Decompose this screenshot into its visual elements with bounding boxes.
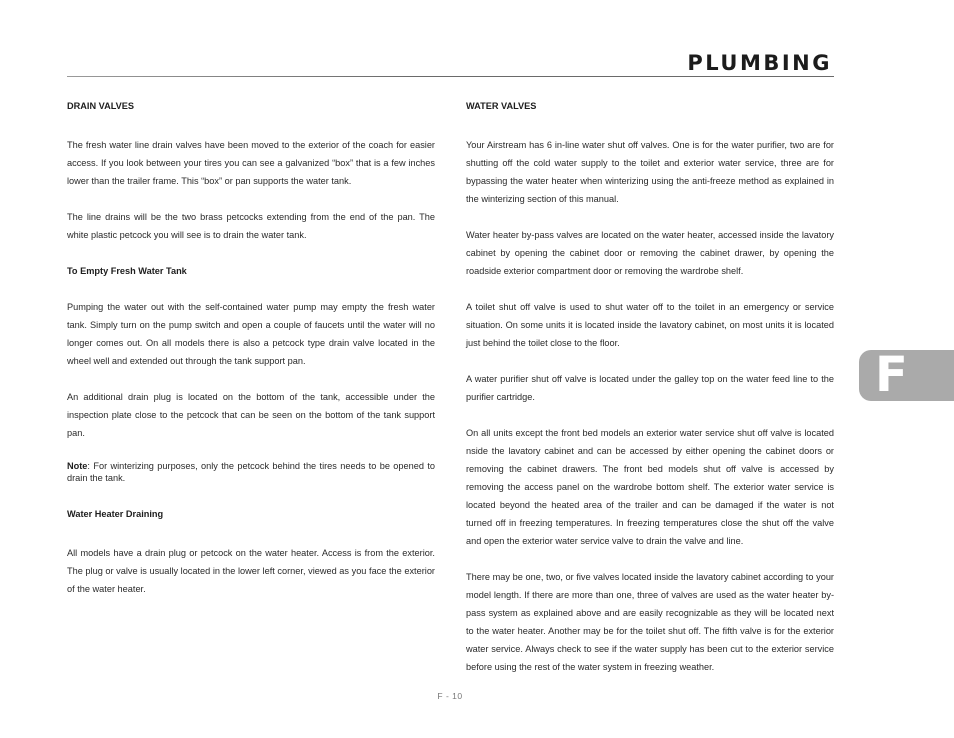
empty-tank-paragraph-1: Pumping the water out with the self-contained water pump may empty the fresh water tank. Simply turn on the pump switch and open a couple of faucets until the water will no longer comes out. On all models there is also a petcock type drain valve located in the wheel well and extended out through the tank support pan.: [67, 302, 435, 366]
left-column: [67, 100, 435, 598]
water-valves-paragraph-1: Your Airstream has 6 in-line water shut off valves. One is for the water purifier, two are for shutting off the cold water supply to the toilet and exterior water service, three are for bypassing the water heater when winterizing using the anti-freeze method as explained in the winterizing section of this manual.: [466, 140, 834, 204]
winterizing-note: [67, 460, 435, 484]
empty-tank-paragraph-2: An additional drain plug is located on the bottom of the tank, accessible under the inspection plate close to the petcock that can be seen on the bottom of the tank support pan.: [67, 392, 435, 438]
water-valves-paragraph-5: On all units except the front bed models an exterior water service shut off valve is located nside the lavatory cabinet and can be accessed by either opening the cabinet doors or removing the cabinet drawers. The front bed models shut off valve is accessed by removing the access panel on the wardrobe bottom shelf. The exterior water service is located beyond the heated area of the trailer and can be damaged if the water is not turned off in freezing temperatures. In freezing temperatures close the shut off the valve and open the exterior water service valve to drain the valve and line.: [466, 428, 834, 546]
water-valves-paragraph-4: A water purifier shut off valve is located under the galley top on the water feed line to the purifier cartridge.: [466, 374, 834, 402]
note-label: Note: [67, 461, 88, 471]
title-divider: [67, 76, 834, 77]
drain-valves-heading: DRAIN VALVES: [67, 101, 135, 111]
section-title: PLUMBING: [687, 51, 832, 75]
water-valves-paragraph-3: A toilet shut off valve is used to shut water off to the toilet in an emergency or service situation. On some units it is located inside the lavatory cabinet, on most units it is located just behind the toilet close to the floor.: [466, 302, 834, 348]
water-valves-heading: WATER VALVES: [466, 101, 537, 111]
page-number: F - 10: [437, 691, 463, 701]
water-heater-draining-paragraph: All models have a drain plug or petcock on the water heater. Access is from the exterior. The plug or valve is usually located in the lower left corner, viewed as you face the exterior of the water heater.: [67, 548, 435, 594]
drain-valves-paragraph-1: The fresh water line drain valves have been moved to the exterior of the coach for easier access. If you look between your tires you can see a galvanized “box” that is a few inches lower than the trailer frame. This “box” or pan supports the water tank.: [67, 140, 435, 186]
empty-tank-heading: To Empty Fresh Water Tank: [67, 266, 187, 276]
water-heater-draining-heading: Water Heater Draining: [67, 509, 164, 519]
water-valves-paragraph-2: Water heater by-pass valves are located on the water heater, accessed inside the lavatory cabinet by opening the cabinet door or removing the cabinet drawer, by opening the roadside exterior compartment door or removing the wardrobe shelf.: [466, 230, 834, 276]
section-tab-letter: F: [875, 347, 908, 403]
right-column: [466, 100, 834, 676]
note-text: : For winterizing purposes, only the petcock behind the tires needs to be opened to drain the tank.: [67, 461, 435, 483]
water-valves-paragraph-6: There may be one, two, or five valves located inside the lavatory cabinet according to your model length. If there are more than one, three of valves are used as the water heater by-pass system as explained above and are easily recognizable as they will be located next to the water heater. Another may be for the toilet shut off. The fifth valve is for the exterior water service. Always check to see if the water supply has been cut to the exterior service before using the rest of the water system in freezing weather.: [466, 572, 834, 672]
drain-valves-paragraph-2: The line drains will be the two brass petcocks extending from the end of the pan. The white plastic petcock you will see is to drain the water tank.: [67, 212, 435, 240]
